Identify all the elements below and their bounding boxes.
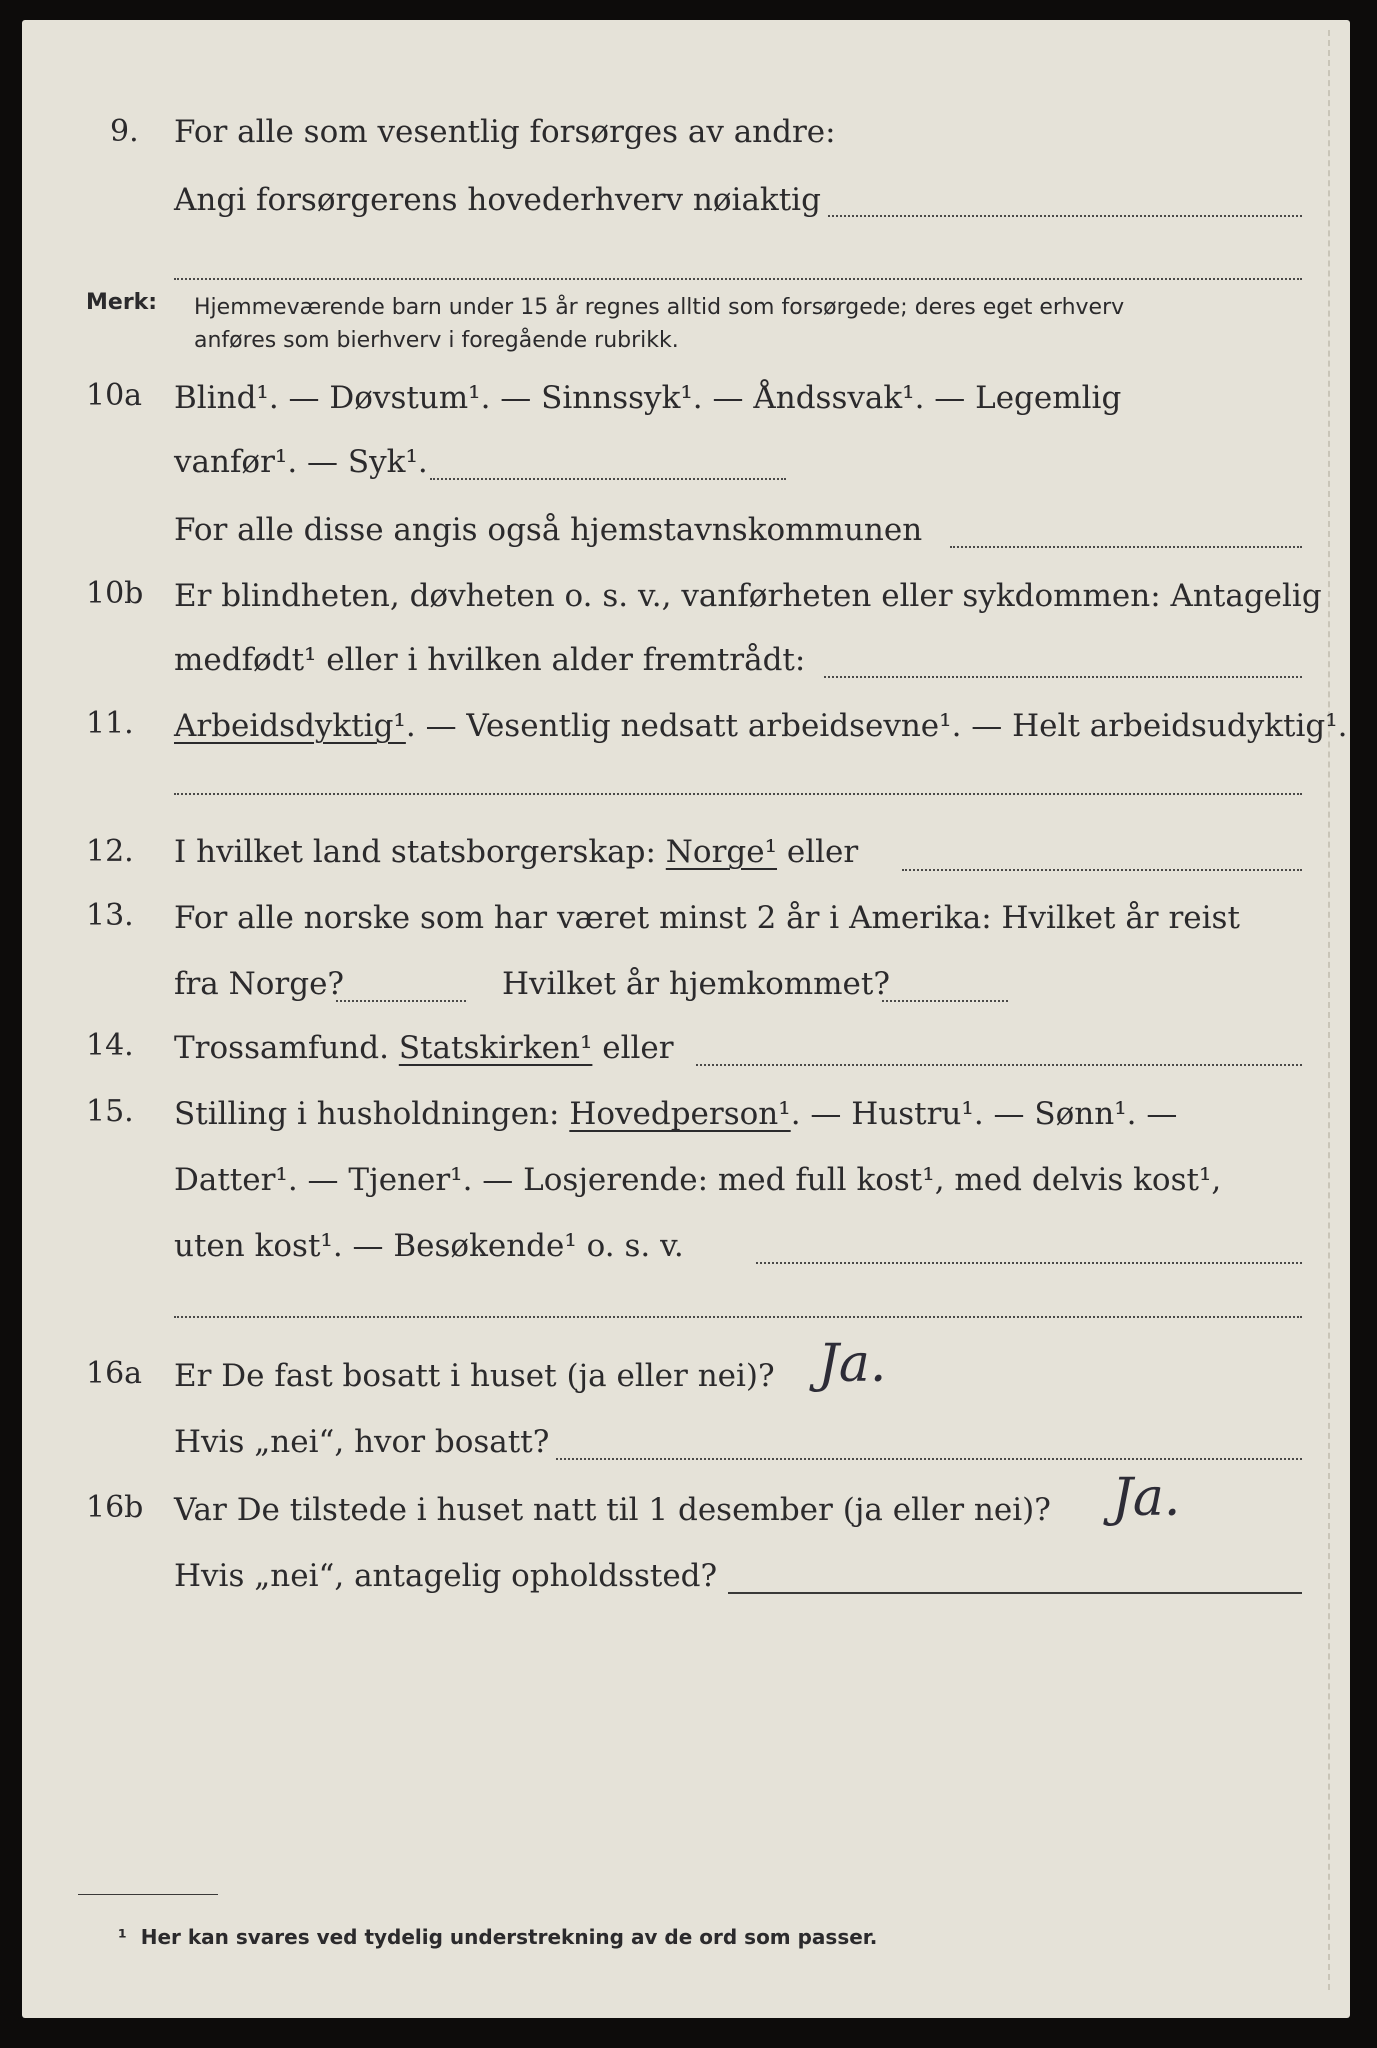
footnote-mark: ¹ bbox=[118, 1925, 127, 1949]
item-number-15: 15. bbox=[86, 1094, 134, 1129]
footnote-rule bbox=[78, 1894, 218, 1895]
q13-departure-line[interactable] bbox=[336, 1000, 466, 1002]
item-number-10a: 10a bbox=[86, 378, 143, 413]
census-form-page bbox=[22, 20, 1350, 2018]
q14-line-1-rest: eller bbox=[592, 1030, 674, 1066]
q13-return-line[interactable] bbox=[882, 1000, 1008, 1002]
q15-answer-line[interactable] bbox=[756, 1262, 1302, 1264]
q13-line-2a: fra Norge? bbox=[174, 966, 345, 1002]
q16b-line-2: Hvis „nei“, antagelig opholdssted? bbox=[174, 1558, 718, 1594]
q9-answer-line-2[interactable] bbox=[174, 278, 1302, 280]
q16b-handwritten-answer: Ja. bbox=[1112, 1468, 1181, 1528]
q15-underlined-answer: Hovedperson¹ bbox=[569, 1096, 791, 1132]
item-number-11: 11. bbox=[86, 706, 134, 741]
q15-answer-line-2[interactable] bbox=[174, 1316, 1302, 1318]
item-number-12: 12. bbox=[86, 834, 134, 869]
q16a-answer-line[interactable] bbox=[556, 1458, 1302, 1460]
q10a-answer-line[interactable] bbox=[430, 478, 786, 480]
q10b-answer-line[interactable] bbox=[824, 676, 1302, 678]
item-number-9: 9. bbox=[110, 114, 139, 149]
note-label: Merk: bbox=[86, 290, 158, 315]
q12-question: I hvilket land statsborgerskap: bbox=[174, 834, 666, 870]
q10a-line-1: Blind¹. — Døvstum¹. — Sinnssyk¹. — Åndssvak¹. — Legemlig bbox=[174, 380, 1122, 416]
q14-question: Trossamfund. bbox=[174, 1030, 399, 1066]
q9-line-1: For alle som vesentlig forsørges av andre: bbox=[174, 114, 836, 150]
q13-line-1: For alle norske som har været minst 2 år i Amerika: Hvilket år reist bbox=[174, 900, 1240, 936]
q11-underlined-answer: Arbeidsdyktig¹ bbox=[174, 708, 406, 744]
q15-question: Stilling i husholdningen: bbox=[174, 1096, 570, 1132]
q10a-hometown-line[interactable] bbox=[950, 546, 1302, 548]
paper-fold bbox=[1328, 30, 1330, 1990]
q9-answer-line[interactable] bbox=[828, 215, 1302, 217]
item-number-14: 14. bbox=[86, 1028, 134, 1063]
q15-line-1-rest: . — Hustru¹. — Sønn¹. — bbox=[790, 1096, 1178, 1132]
footnote-text: Her kan svares ved tydelig understrekning av de ord som passer. bbox=[140, 1925, 878, 1949]
q16a-line-1: Er De fast bosatt i huset (ja eller nei)? bbox=[174, 1358, 775, 1394]
q11-line-1-rest: . — Vesentlig nedsatt arbeidsevne¹. — Helt arbeidsudyktig¹. bbox=[405, 708, 1348, 744]
q16b-line-1: Var De tilstede i huset natt til 1 desember (ja eller nei)? bbox=[174, 1492, 1051, 1528]
q12-answer-line[interactable] bbox=[902, 869, 1302, 871]
q12-line-1 bbox=[174, 832, 858, 872]
q10a-line-3: For alle disse angis også hjemstavnskommunen bbox=[174, 512, 923, 548]
q14-line-1 bbox=[174, 1028, 674, 1068]
q11-answer-line[interactable] bbox=[174, 793, 1302, 795]
item-number-16b: 16b bbox=[86, 1490, 144, 1525]
q15-line-1 bbox=[174, 1094, 1177, 1134]
q11-line-1 bbox=[174, 706, 1348, 746]
note-line-2: anføres som bierhverv i foregående rubrikk. bbox=[194, 328, 679, 353]
q10b-line-2: medfødt¹ eller i hvilken alder fremtrådt: bbox=[174, 642, 806, 678]
q16a-line-2: Hvis „nei“, hvor bosatt? bbox=[174, 1424, 550, 1460]
q9-line-2: Angi forsørgerens hovederhverv nøiaktig bbox=[174, 182, 821, 218]
q10a-line-2: vanfør¹. — Syk¹. bbox=[174, 444, 428, 480]
footnote bbox=[118, 1924, 877, 1950]
q16b-answer-line[interactable] bbox=[728, 1592, 1302, 1594]
q14-underlined-answer: Statskirken¹ bbox=[398, 1030, 593, 1066]
q10b-line-1: Er blindheten, døvheten o. s. v., vanførheten eller sykdommen: Antagelig bbox=[174, 578, 1322, 614]
q15-line-2: Datter¹. — Tjener¹. — Losjerende: med full kost¹, med delvis kost¹, bbox=[174, 1162, 1222, 1198]
q12-underlined-answer: Norge¹ bbox=[665, 834, 778, 870]
q13-line-2b: Hvilket år hjemkommet? bbox=[502, 966, 890, 1002]
q12-line-1-rest: eller bbox=[777, 834, 859, 870]
note-line-1: Hjemmeværende barn under 15 år regnes alltid som forsørgede; deres eget erhverv bbox=[194, 295, 1125, 320]
q15-line-3: uten kost¹. — Besøkende¹ o. s. v. bbox=[174, 1228, 684, 1264]
item-number-10b: 10b bbox=[86, 576, 144, 611]
item-number-16a: 16a bbox=[86, 1356, 143, 1391]
q14-answer-line[interactable] bbox=[696, 1064, 1302, 1066]
q16a-handwritten-answer: Ja. bbox=[818, 1334, 887, 1394]
item-number-13: 13. bbox=[86, 898, 134, 933]
